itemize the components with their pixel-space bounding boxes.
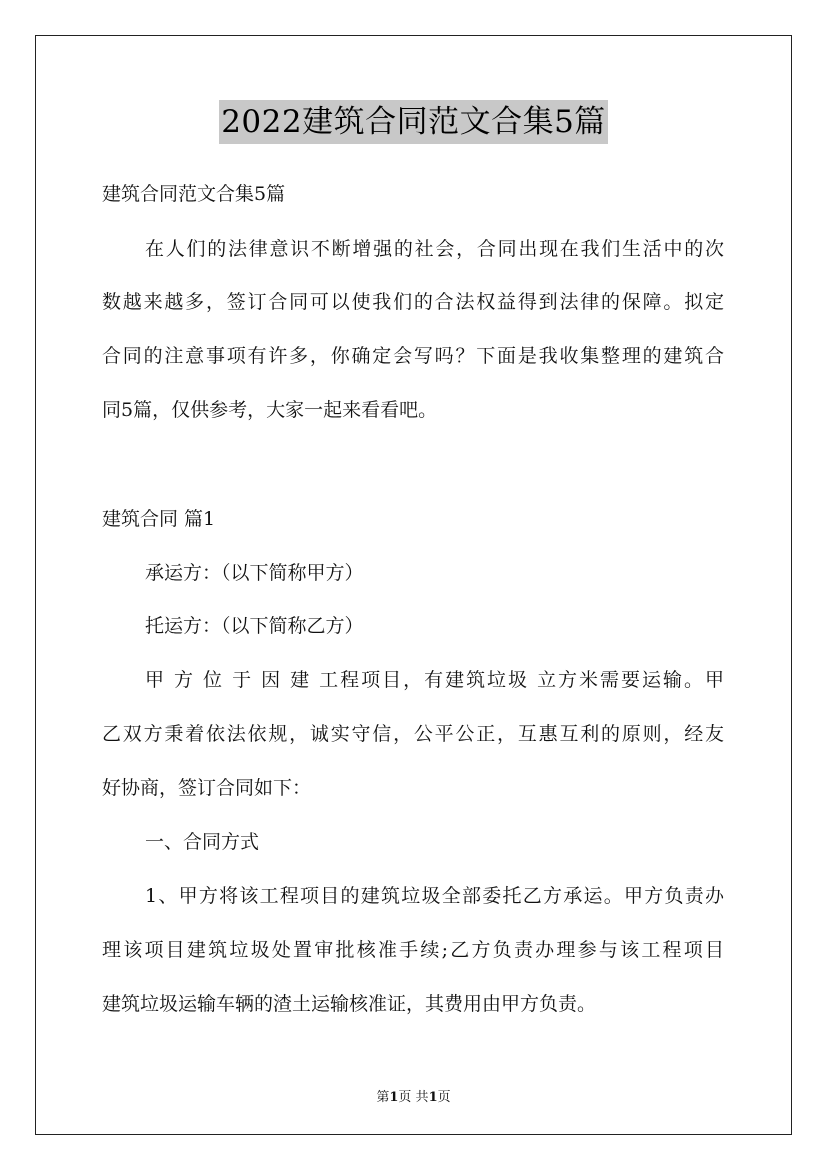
footer-mid: 页 共 <box>398 1090 429 1105</box>
footer-total-pages: 1 <box>428 1090 438 1105</box>
document-subtitle: 建筑合同范文合集5篇 <box>102 183 286 205</box>
footer-prefix: 第 <box>376 1090 390 1105</box>
para1-line-1: 甲 方 位 于 因 建 工程项目，有建筑垃圾 立方米需要运输。甲 <box>145 669 724 691</box>
intro-line-2: 数越来越多，签订合同可以使我们的合法权益得到法律的保障。拟定 <box>102 291 724 313</box>
intro-line-4: 同5篇，仅供参考，大家一起来看看吧。 <box>102 399 438 421</box>
para1-line-3: 好协商，签订合同如下： <box>102 777 312 799</box>
clause-heading: 一、合同方式 <box>145 831 260 853</box>
section-heading: 建筑合同 篇1 <box>102 508 216 530</box>
footer-suffix: 页 <box>437 1090 451 1105</box>
intro-line-1: 在人们的法律意识不断增强的社会，合同出现在我们生活中的次 <box>145 238 724 260</box>
footer-current-page: 1 <box>389 1090 399 1105</box>
carrier-line: 承运方：（以下简称甲方） <box>145 562 364 584</box>
clause1-line-3: 建筑垃圾运输车辆的渣土运输核准证，其费用由甲方负责。 <box>102 993 597 1015</box>
para1-line-2: 乙双方秉着依法依规，诚实守信，公平公正，互惠互利的原则，经友 <box>102 723 724 745</box>
shipper-line: 托运方：（以下简称乙方） <box>145 615 364 637</box>
document-title: 2022建筑合同范文合集5篇 <box>219 100 608 144</box>
title-wrap <box>0 100 827 144</box>
page-footer <box>0 1086 827 1105</box>
clause1-line-2: 理该项目建筑垃圾处置审批核准手续;乙方负责办理参与该工程项目 <box>102 939 724 961</box>
intro-line-3: 合同的注意事项有许多，你确定会写吗？下面是我收集整理的建筑合 <box>102 345 724 367</box>
clause1-line-1: 1、甲方将该工程项目的建筑垃圾全部委托乙方承运。甲方负责办 <box>145 885 724 907</box>
